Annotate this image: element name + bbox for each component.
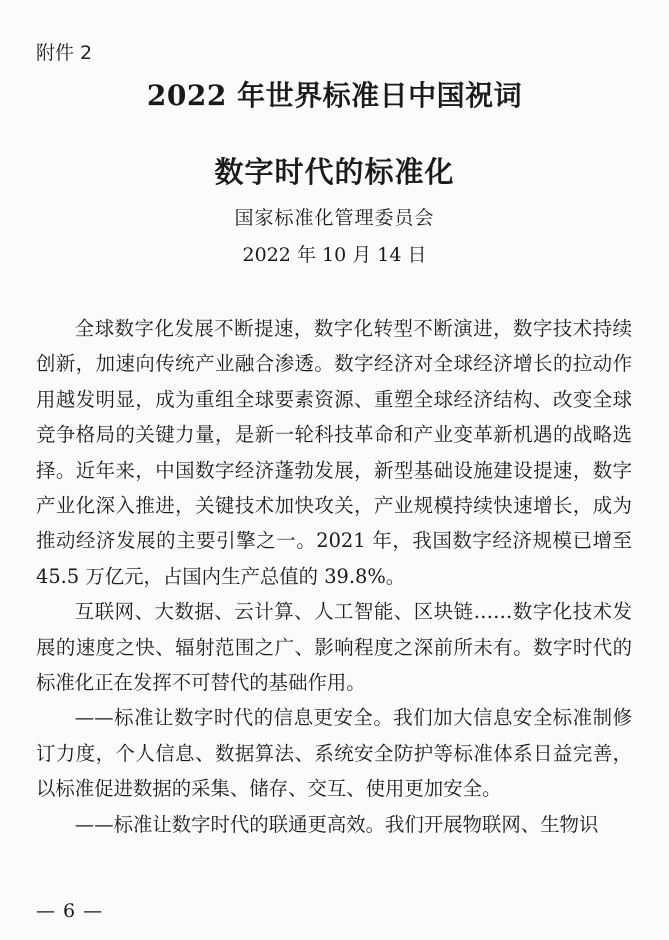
page-number: — 6 — <box>36 900 104 922</box>
organization-name: 国家标准化管理委员会 <box>234 207 435 229</box>
paragraph-2: 互联网、大数据、云计算、人工智能、区块链……数字化技术发展的速度之快、辐射范围之广、影响程度之深前所未有。数字时代的标准化正在发挥不可替代的基础作用。 <box>36 600 632 695</box>
sub-title: 数字时代的标准化 <box>214 155 455 189</box>
body-text <box>36 311 632 842</box>
document-date: 2022 年 10 月 14 日 <box>242 244 427 266</box>
attachment-label: 附件 2 <box>36 42 93 64</box>
main-title: 2022 年世界标准日中国祝词 <box>146 79 523 112</box>
paragraph-3: ——标准让数字时代的信息更安全。我们加大信息安全标准制修订力度，个人信息、数据算法、系统安全防护等标准体系日益完善，以标准促进数据的采集、储存、交互、使用更加安全。 <box>36 706 632 801</box>
paragraph-1: 全球数字化发展不断提速，数字化转型不断演进，数字技术持续创新，加速向传统产业融合渗透。数字经济对全球经济增长的拉动作用越发明显，成为重组全球要素资源、重塑全球经济结构、改变全球竞争格局的关键力量，是新一轮科技革命和产业变革新机遇的战略选择。近年来，中国数字经济蓬勃发展，新型基础设施建设提速，数字产业化深入推进，关键技术加快攻关，产业规模持续快速增长，成为推动经济发展的主要引擎之一。2021 年，我国数字经济规模已增至 45.5 万亿元，占国内生产总值的 39.8%。 <box>36 317 632 588</box>
paragraph-4: ——标准让数字时代的联通更高效。我们开展物联网、生物识 <box>74 812 599 836</box>
